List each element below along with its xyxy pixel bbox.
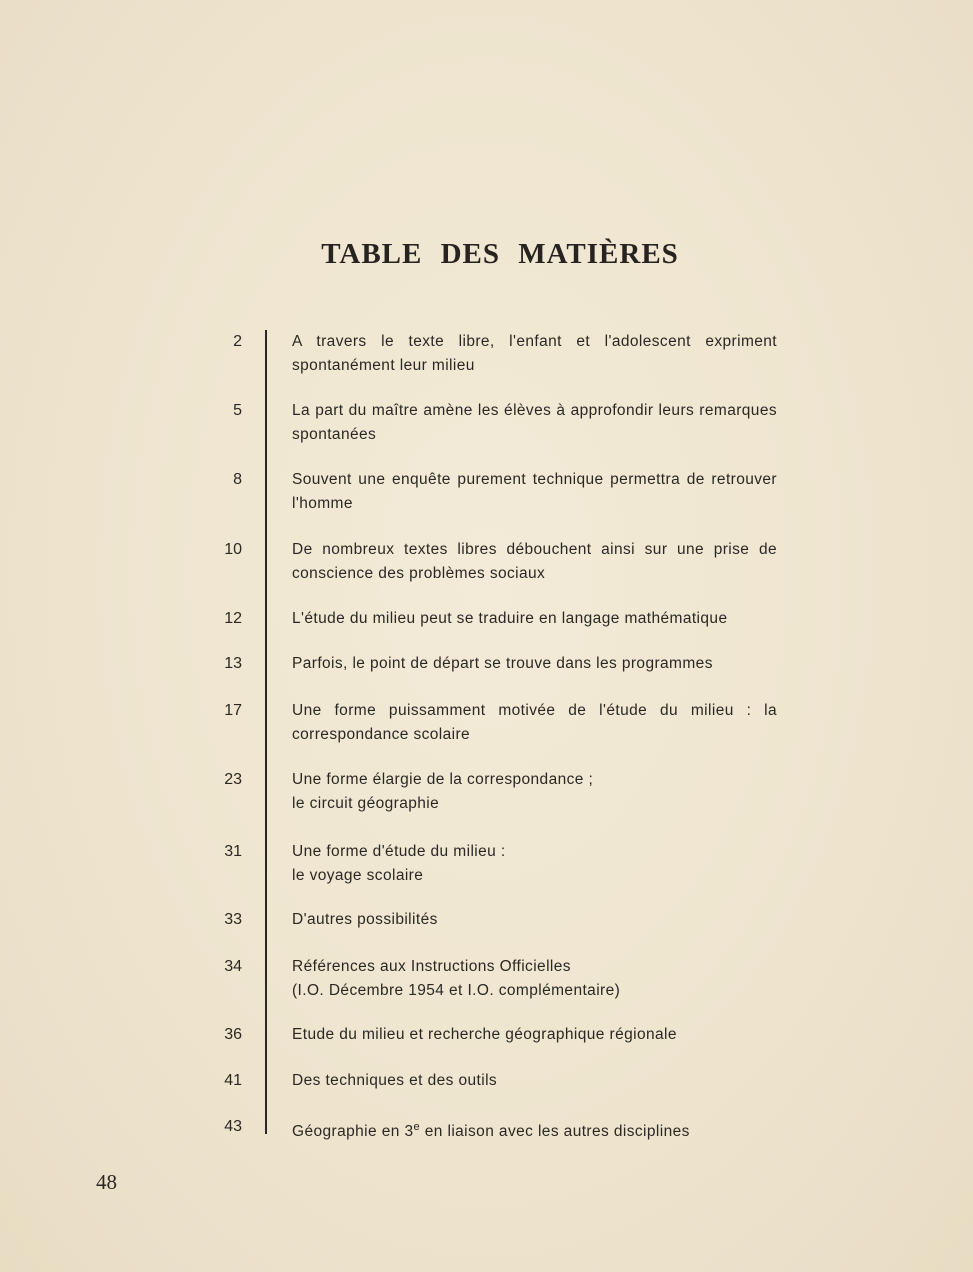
toc-page-number: 23 bbox=[224, 771, 242, 788]
toc-page-number: 31 bbox=[224, 843, 242, 860]
toc-entry-text: Des techniques et des outils bbox=[292, 1072, 498, 1089]
toc-page-number: 43 bbox=[224, 1118, 242, 1135]
toc-entry-text-part: en liaison avec les autres disciplines bbox=[420, 1123, 690, 1141]
toc-entry-text bbox=[292, 955, 712, 1003]
toc-entry-text bbox=[292, 840, 592, 888]
toc-entry-text bbox=[292, 1115, 777, 1144]
toc-page-number: 2 bbox=[233, 333, 242, 350]
toc-entry-line: (I.O. Décembre 1954 et I.O. complémentaire) bbox=[292, 982, 621, 999]
toc-entry-text: A travers le texte libre, l'enfant et l'adolescent expriment spontanément leur milieu bbox=[292, 333, 777, 374]
toc-entry-text: Etude du milieu et recherche géographique régionale bbox=[292, 1026, 677, 1043]
toc-page-number: 41 bbox=[224, 1072, 242, 1089]
toc-page-number: 8 bbox=[233, 471, 242, 488]
toc-page-number: 17 bbox=[224, 702, 242, 719]
toc-entry-line: Une forme élargie de la correspondance ; bbox=[292, 771, 594, 788]
toc-entry-text: D'autres possibilités bbox=[292, 911, 438, 928]
toc-entry-line: le circuit géographie bbox=[292, 795, 440, 812]
toc-entry-text bbox=[292, 768, 652, 816]
toc-entry-text: Une forme puissamment motivée de l'étude du milieu : la correspondance scolaire bbox=[292, 702, 777, 743]
toc-page-number: 5 bbox=[233, 402, 242, 419]
toc-entry-text: La part du maître amène les élèves à approfondir leurs remarques spontanées bbox=[292, 402, 777, 443]
superscript: e bbox=[413, 1121, 421, 1133]
toc-entry-line: Références aux Instructions Officielles bbox=[292, 958, 571, 975]
toc-page-number: 10 bbox=[224, 541, 242, 558]
vertical-rule bbox=[265, 330, 267, 1134]
toc-page-number: 36 bbox=[224, 1026, 242, 1043]
toc-entry-text: L'étude du milieu peut se traduire en langage mathématique bbox=[292, 610, 728, 627]
toc-page-number: 13 bbox=[224, 655, 242, 672]
toc-page-number: 33 bbox=[224, 911, 242, 928]
toc-entry-line: le voyage scolaire bbox=[292, 867, 424, 884]
toc-page-number: 34 bbox=[224, 958, 242, 975]
toc-entry-text: Parfois, le point de départ se trouve dans les programmes bbox=[292, 655, 713, 672]
toc-entry-text: De nombreux textes libres débouchent ainsi sur une prise de conscience des problèmes sociaux bbox=[292, 541, 777, 582]
toc-page-number: 12 bbox=[224, 610, 242, 627]
toc-entry-text: Souvent une enquête purement technique permettra de retrouver l'homme bbox=[292, 471, 777, 512]
page-number: 48 bbox=[96, 1170, 117, 1194]
page-title: TABLE DES MATIÈRES bbox=[321, 238, 679, 270]
toc-entry-text-part: Géographie en 3 bbox=[292, 1123, 414, 1141]
toc-entry-line: Une forme d'étude du milieu : bbox=[292, 843, 506, 860]
